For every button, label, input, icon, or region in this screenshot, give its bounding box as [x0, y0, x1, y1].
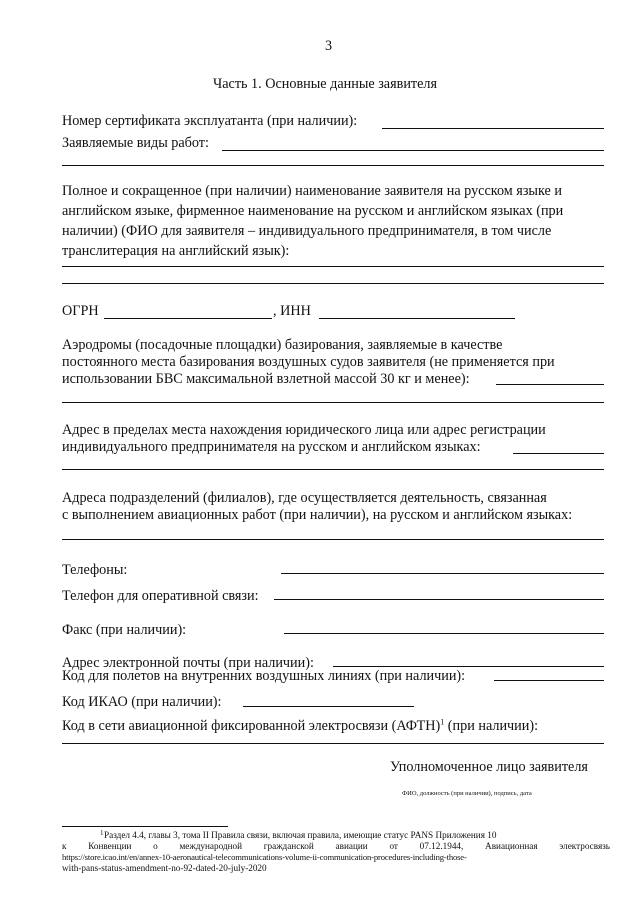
aerodrome-text-line-3: использовании БВС максимальной взлетной массой 30 кг и менее): — [62, 371, 470, 387]
cert-number-label: Номер сертификата эксплуатанта (при наличии): — [62, 113, 358, 129]
ogrn-label: ОГРН — [62, 303, 99, 319]
name-text-line-1: Полное и сокращенное (при наличии) наименование заявителя на русском языке и — [62, 183, 562, 199]
address-text-line-2: индивидуального предпринимателя на русском и английском языках: — [62, 439, 481, 455]
aerodrome-line-1 — [496, 384, 604, 385]
work-types-line-2 — [62, 165, 604, 166]
inn-label: , ИНН — [273, 303, 311, 319]
footnote-line-1 — [62, 830, 610, 841]
footnote-line-2: к Конвенции о международной гражданской авиации от 07.12.1944, Авиационная электросвязь — [62, 841, 610, 851]
aerodrome-text-line-2: постоянного места базирования воздушных судов заявителя (не применяется при — [62, 354, 555, 370]
domestic-code-line — [494, 680, 604, 681]
aftn-line — [62, 743, 604, 744]
footnote-line-3: https://store.icao.int/en/annex-10-aeronautical-telecommunications-volume-ii-communication-procedures-including-those- — [62, 852, 467, 862]
section-heading: Часть 1. Основные данные заявителя — [213, 76, 438, 92]
address-line-1 — [513, 453, 604, 454]
cert-number-line — [382, 128, 604, 129]
page-number: 3 — [325, 38, 333, 54]
footnote-text-1: Раздел 4.4, главы 3, тома II Правила связи, включая правила, имеющие статус PANS Приложения 10 — [104, 830, 497, 840]
phones-label: Телефоны: — [62, 562, 128, 578]
address-text-line-1: Адрес в пределах места нахождения юридического лица или адрес регистрации — [62, 422, 546, 438]
op-phone-label: Телефон для оперативной связи: — [62, 588, 259, 604]
op-phone-line — [274, 599, 604, 600]
branches-line — [62, 539, 604, 540]
branches-text-line-1: Адреса подразделений (филиалов), где осуществляется деятельность, связанная — [62, 490, 547, 506]
work-types-label: Заявляемые виды работ: — [62, 135, 209, 151]
address-line-2 — [62, 469, 604, 470]
footnote-ref: 1 — [440, 717, 445, 727]
footnote-divider — [62, 826, 228, 827]
name-text-line-2: английском языке, фирменное наименование на русском и английском языках (при — [62, 203, 564, 219]
icao-label: Код ИКАО (при наличии): — [62, 694, 222, 710]
branches-text-line-2: с выполнением авиационных работ (при наличии), на русском и английском языках: — [62, 507, 573, 523]
footnote-line-4: with-pans-status-amendment-no-92-dated-20-july-2020 — [62, 863, 267, 873]
icao-line — [243, 706, 414, 707]
aftn-label-text: Код в сети авиационной фиксированной электросвязи (АФТН) — [62, 718, 441, 734]
name-line-2 — [62, 283, 604, 284]
name-line-1 — [62, 266, 604, 267]
fax-label: Факс (при наличии): — [62, 622, 187, 638]
name-text-line-4: транслитерация на английский язык): — [62, 243, 290, 259]
aftn-label-suffix: (при наличии): — [444, 718, 539, 734]
name-text-line-3: наличии) (ФИО для заявителя – индивидуального предпринимателя, в том числе — [62, 223, 552, 239]
aftn-label — [62, 718, 538, 735]
fax-line — [284, 633, 604, 634]
work-types-line — [222, 150, 604, 151]
inn-line — [319, 318, 515, 319]
footnote-marker: 1 — [100, 829, 104, 837]
footnote — [62, 830, 610, 874]
aerodrome-line-2 — [62, 402, 604, 403]
signature-title: Уполномоченное лицо заявителя — [390, 759, 588, 775]
email-line — [333, 666, 604, 667]
domestic-code-label: Код для полетов на внутренних воздушных линиях (при наличии): — [62, 668, 466, 684]
phones-line — [281, 573, 604, 574]
signature-hint: ФИО, должность (при наличии), подпись, дата — [402, 790, 532, 797]
aerodrome-text-line-1: Аэродромы (посадочные площадки) базирования, заявляемые в качестве — [62, 337, 503, 353]
ogrn-line — [104, 318, 272, 319]
email-label: Адрес электронной почты (при наличии): — [62, 655, 314, 671]
